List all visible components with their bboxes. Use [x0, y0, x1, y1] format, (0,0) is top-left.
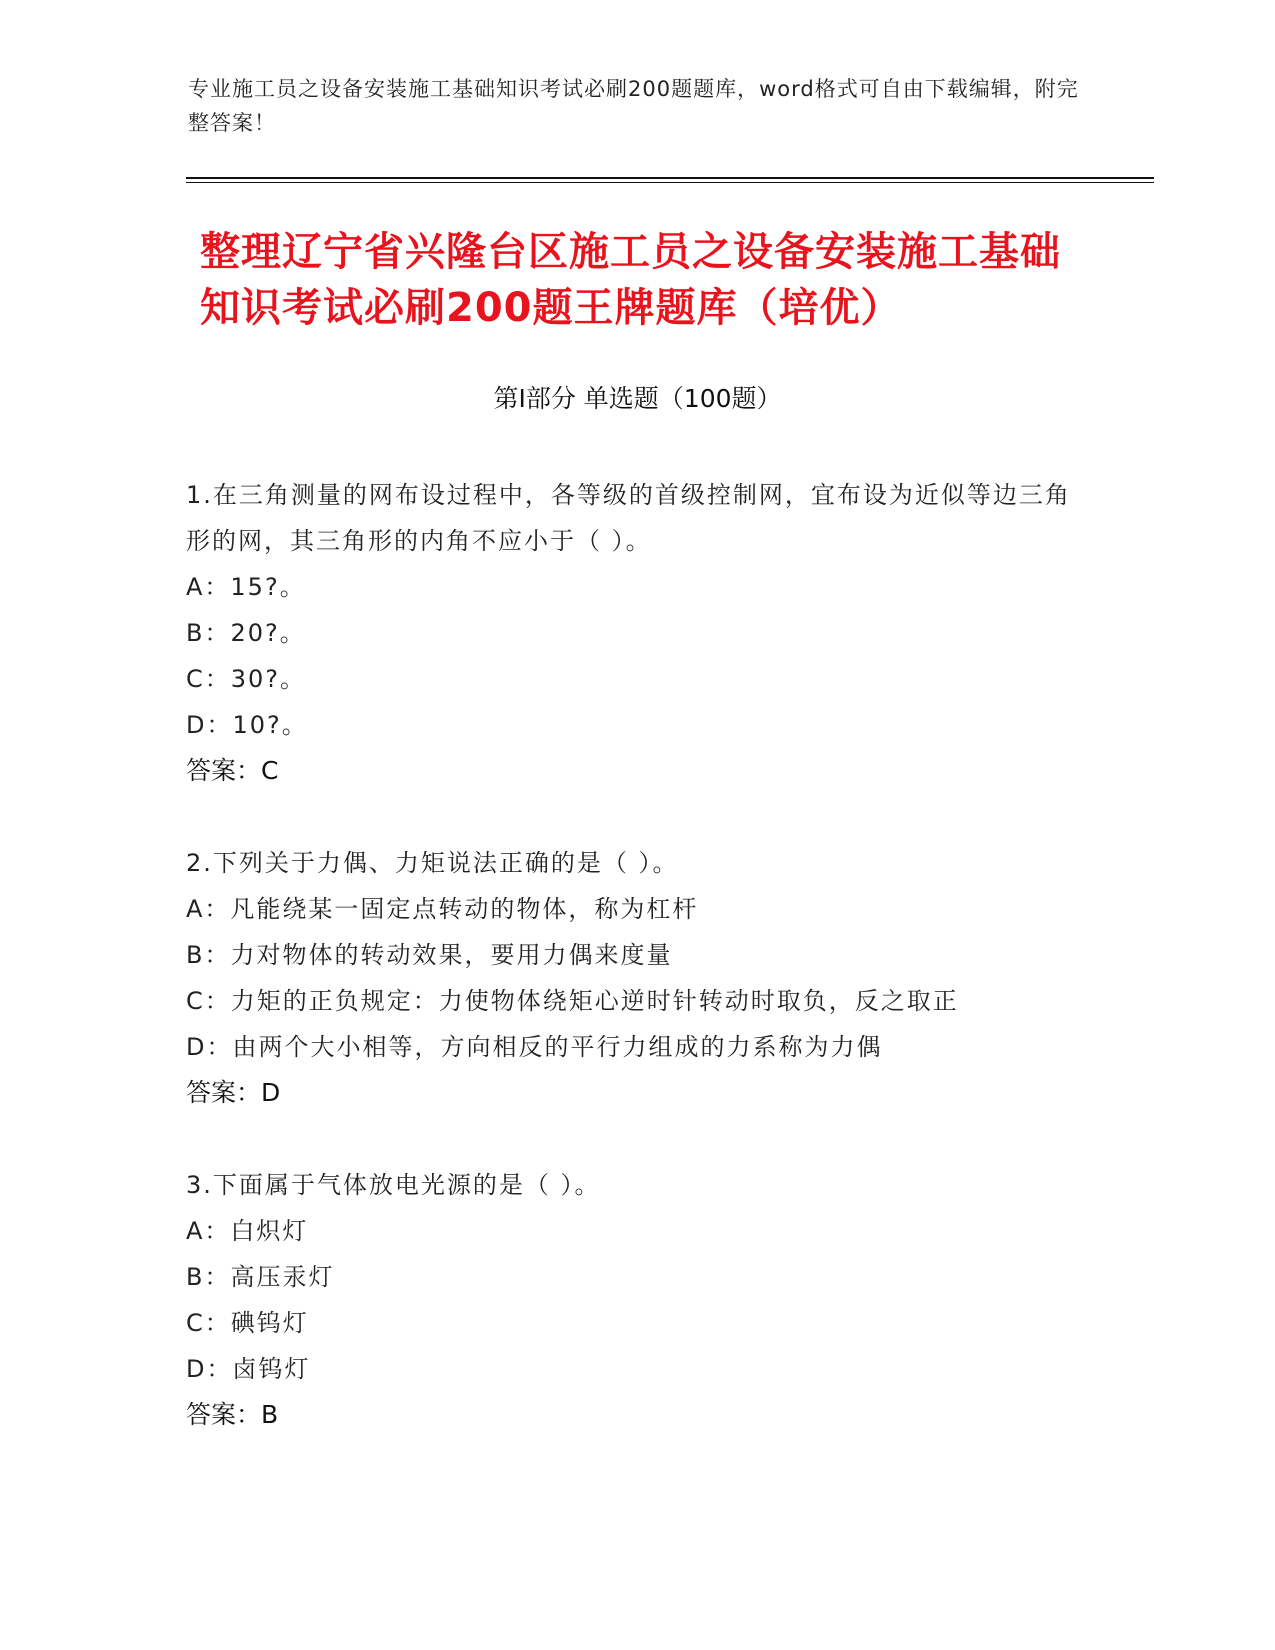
header-rule-thick: [186, 177, 1154, 179]
option-b: B：高压汞灯: [186, 1263, 335, 1291]
answer: 答案：B: [186, 1400, 279, 1429]
question-stem: 1.在三角测量的网布设过程中，各等级的首级控制网，宜布设为近似等边三角形的网，其三角形的内角不应小于（ ）。: [186, 481, 1071, 555]
option-d: D：卤钨灯: [186, 1355, 311, 1383]
section-heading: 第I部分 单选题（100题）: [493, 384, 782, 413]
option-d: D：10?。: [186, 711, 308, 739]
option-c: C：30?。: [186, 665, 307, 693]
answer: 答案：C: [186, 756, 279, 785]
option-c: C：力矩的正负规定：力使物体绕矩心逆时针转动时取负，反之取正: [186, 987, 959, 1015]
option-b: B：力对物体的转动效果，要用力偶来度量: [186, 941, 673, 969]
answer: 答案：D: [186, 1078, 281, 1107]
option-a: A：15?。: [186, 573, 306, 601]
question-stem: 2.下列关于力偶、力矩说法正确的是（ ）。: [186, 849, 679, 877]
option-a: A：白炽灯: [186, 1217, 309, 1245]
option-c: C：碘钨灯: [186, 1309, 309, 1337]
option-b: B：20?。: [186, 619, 306, 647]
header-note: 专业施工员之设备安装施工基础知识考试必刷200题题库，word格式可自由下载编辑，附完整答案！: [188, 77, 1079, 135]
document-title: 整理辽宁省兴隆台区施工员之设备安装施工基础知识考试必刷200题王牌题库（培优）: [200, 229, 1061, 331]
question-list: [186, 472, 1086, 1484]
header-rule-thin: [186, 182, 1154, 183]
option-a: A：凡能绕某一固定点转动的物体，称为杠杆: [186, 895, 699, 923]
question-1: [186, 472, 1086, 794]
question-stem: 3.下面属于气体放电光源的是（ ）。: [186, 1171, 601, 1199]
option-d: D：由两个大小相等，方向相反的平行力组成的力系称为力偶: [186, 1033, 883, 1061]
question-3: [186, 1162, 1086, 1438]
question-2: [186, 840, 1086, 1116]
